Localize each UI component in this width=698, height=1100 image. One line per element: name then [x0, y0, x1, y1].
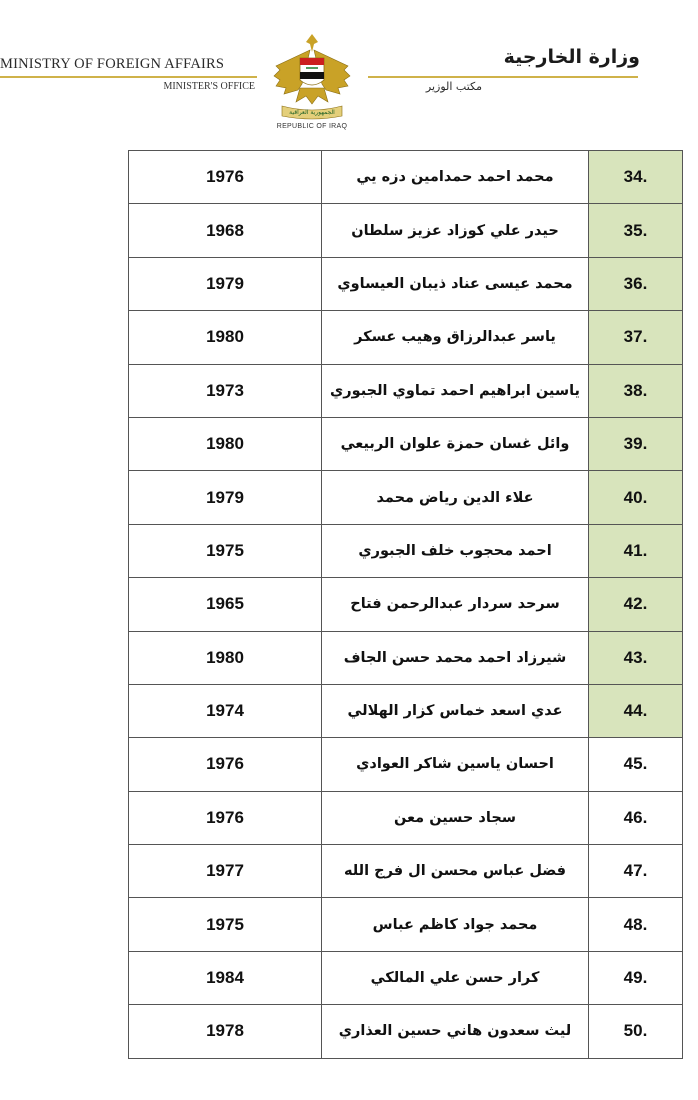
office-name-arabic: مكتب الوزير — [425, 80, 482, 93]
full-name-cell: احمد محجوب خلف الجبوري — [322, 524, 589, 577]
table-row — [129, 845, 683, 898]
table-row — [129, 471, 683, 524]
birth-year-cell: 1976 — [129, 151, 322, 204]
table-row — [129, 898, 683, 951]
row-number-cell: 50. — [589, 1005, 683, 1058]
row-number-cell: 37. — [589, 311, 683, 364]
table-row — [129, 524, 683, 577]
birth-year-cell: 1975 — [129, 524, 322, 577]
eagle-emblem-icon — [270, 30, 354, 124]
birth-year-cell: 1965 — [129, 578, 322, 631]
birth-year-cell: 1976 — [129, 791, 322, 844]
table-row — [129, 151, 683, 204]
birth-year-cell: 1977 — [129, 845, 322, 898]
table-row — [129, 951, 683, 1004]
table-row — [129, 204, 683, 257]
row-number-cell: 36. — [589, 257, 683, 310]
birth-year-cell: 1979 — [129, 257, 322, 310]
full-name-cell: فضل عباس محسن ال فرج الله — [322, 845, 589, 898]
full-name-cell: شيرزاد احمد محمد حسن الجاف — [322, 631, 589, 684]
full-name-cell: كرار حسن علي المالكي — [322, 951, 589, 1004]
names-table — [128, 150, 683, 1059]
office-name-english: MINISTER'S OFFICE — [163, 81, 255, 92]
row-number-cell: 43. — [589, 631, 683, 684]
table-row — [129, 631, 683, 684]
row-number-cell: 46. — [589, 791, 683, 844]
full-name-cell: حيدر علي كوزاد عزيز سلطان — [322, 204, 589, 257]
row-number-cell: 45. — [589, 738, 683, 791]
table-row — [129, 311, 683, 364]
emblem-banner-text: الجمهورية العراقية — [289, 109, 335, 116]
ministry-name-english: MINISTRY OF FOREIGN AFFAIRS — [0, 56, 225, 72]
full-name-cell: ياسين ابراهيم احمد تماوي الجبوري — [322, 364, 589, 417]
birth-year-cell: 1975 — [129, 898, 322, 951]
full-name-cell: ياسر عبدالرزاق وهيب عسكر — [322, 311, 589, 364]
row-number-cell: 35. — [589, 204, 683, 257]
row-number-cell: 38. — [589, 364, 683, 417]
full-name-cell: علاء الدين رياض محمد — [322, 471, 589, 524]
full-name-cell: احسان ياسين شاكر العوادي — [322, 738, 589, 791]
table-row — [129, 417, 683, 470]
row-number-cell: 40. — [589, 471, 683, 524]
table-row — [129, 738, 683, 791]
row-number-cell: 49. — [589, 951, 683, 1004]
row-number-cell: 44. — [589, 684, 683, 737]
table-row — [129, 791, 683, 844]
birth-year-cell: 1980 — [129, 311, 322, 364]
ministry-name-arabic: وزارة الخارجية — [503, 46, 640, 68]
table-row — [129, 257, 683, 310]
full-name-cell: سجاد حسين معن — [322, 791, 589, 844]
birth-year-cell: 1980 — [129, 631, 322, 684]
full-name-cell: محمد احمد حمدامين دزه يي — [322, 151, 589, 204]
letterhead — [0, 0, 698, 140]
row-number-cell: 42. — [589, 578, 683, 631]
full-name-cell: عدي اسعد خماس كزار الهلالي — [322, 684, 589, 737]
birth-year-cell: 1978 — [129, 1005, 322, 1058]
birth-year-cell: 1973 — [129, 364, 322, 417]
full-name-cell: وائل غسان حمزة علوان الربيعي — [322, 417, 589, 470]
birth-year-cell: 1980 — [129, 417, 322, 470]
row-number-cell: 48. — [589, 898, 683, 951]
table-row — [129, 1005, 683, 1058]
row-number-cell: 34. — [589, 151, 683, 204]
birth-year-cell: 1976 — [129, 738, 322, 791]
row-number-cell: 39. — [589, 417, 683, 470]
row-number-cell: 47. — [589, 845, 683, 898]
full-name-cell: سرحد سردار عبدالرحمن فتاح — [322, 578, 589, 631]
emblem-caption: REPUBLIC OF IRAQ — [276, 123, 348, 130]
gold-divider-right — [368, 76, 638, 78]
birth-year-cell: 1979 — [129, 471, 322, 524]
gold-divider-left — [0, 76, 257, 78]
birth-year-cell: 1968 — [129, 204, 322, 257]
full-name-cell: محمد عيسى عناد ذيبان العيساوي — [322, 257, 589, 310]
full-name-cell: محمد جواد كاظم عباس — [322, 898, 589, 951]
table-row — [129, 684, 683, 737]
row-number-cell: 41. — [589, 524, 683, 577]
full-name-cell: ليث سعدون هاني حسين العذاري — [322, 1005, 589, 1058]
birth-year-cell: 1984 — [129, 951, 322, 1004]
table-row — [129, 364, 683, 417]
table-row — [129, 578, 683, 631]
birth-year-cell: 1974 — [129, 684, 322, 737]
